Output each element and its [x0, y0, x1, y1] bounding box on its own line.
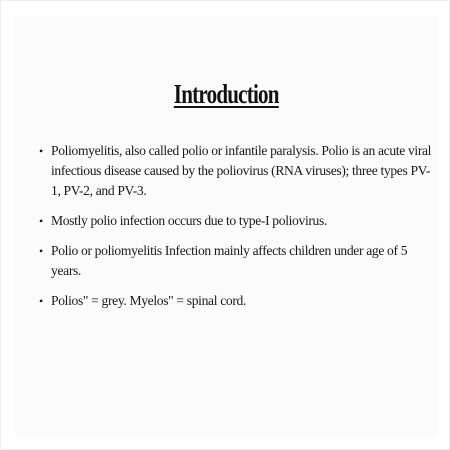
bullet-item	[39, 241, 434, 281]
bullet-icon: •	[39, 244, 43, 258]
bullet-text: Polio or poliomyelitis Infection mainly affects children under age of 5 years.	[51, 243, 408, 278]
bullet-icon: •	[39, 294, 43, 308]
bullet-item	[39, 291, 434, 311]
slide-title-text: Introduction	[173, 79, 279, 109]
bullet-icon: •	[39, 214, 43, 228]
bullet-list	[39, 141, 434, 321]
bullet-icon: •	[39, 144, 43, 158]
bullet-item	[39, 141, 434, 201]
bullet-text: Mostly polio infection occurs due to type-I poliovirus.	[51, 213, 327, 228]
bullet-text: Poliomyelitis, also called polio or infantile paralysis. Polio is an acute viral infectious disease caused by the poliovirus (RNA viruses); three types PV-1, PV-2, and PV-3.	[51, 143, 432, 198]
bullet-text: Polios" = grey. Myelos" = spinal cord.	[51, 293, 246, 308]
slide-title	[15, 77, 437, 111]
slide	[15, 15, 437, 437]
bullet-item	[39, 211, 434, 231]
